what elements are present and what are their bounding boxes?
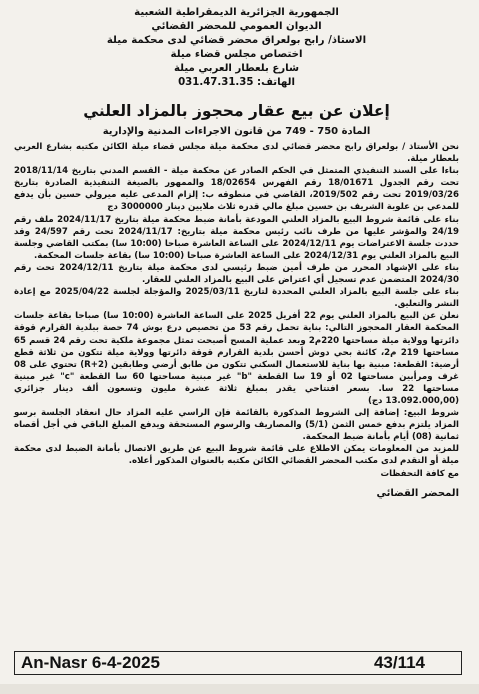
paragraph-conditions: بناء على قائمة شروط البيع بالمزاد العلني المودعة بأمانة ضبط محكمة ميلة بتاريخ 2024/11/17 ملف رقم 24/19 والمؤشر عليها من طرف نائب رئيس محكمة ميلة بتاريخ: 2024/11/17 تحت رقم 24/597 وقد حددت جلسة الاعتراضات يوم 2024/12/11 على الساعة العاشرة صباحا (10:00 سا) بمكتب القاضي وجلسة البيع بالمزاد العلني يوم 2024/12/31 على الساعة العاشرة صباحا (10:00 سا) بقاعة جلسات المحكمة. <box>14 214 459 261</box>
paragraph-judgment: بناءا على السند التنفيذي المتمثل في الحكم الصادر عن محكمة ميلة - القسم المدني بتاريخ 2018/11/14 تحت رقم الجدول 18/01671 رقم الفهرس 18/02654 والممهور بالصيغة التنفيذية الصادرة بتاريخ 2019/03/26 تحت رقم 2019/502، القاضي في منطوقه ب: إلزام المدعى عليه ميرولي حسين بأن يدفع للمدعي بن علوية الشريف بن حسين مبلغ مالي قدره ثلاث ملايين دينار 3000000 دج <box>14 166 460 213</box>
bottom-edge <box>0 684 479 694</box>
paragraph-certificate: بناء على الإشهاد المحرر من طرف أمين ضبط رئيسي لدى محكمة ميلة بتاريخ 2024/12/11 تحت رقم 2024/30 المتضمن عدم تسجيل أي اعتراض على البيع بالمزاد العلني للعقار. <box>14 262 459 286</box>
page-number: 43/114 <box>373 653 425 672</box>
announcement-body <box>14 141 459 480</box>
header-line-office: الديوان العمومي للمحضر القضائي <box>151 21 322 32</box>
signature: المحضر القضائي <box>376 487 459 499</box>
office-header <box>14 6 459 90</box>
paragraph-postponement: بناء على جلسة البيع بالمزاد العلني المحددة لتاريخ 2025/03/11 والمؤجلة لجلسة 2025/04/22 مع إعادة النشر والتعليق. <box>14 287 460 310</box>
header-line-bailiff: الاستاذ/ رابح بولعراق محضر قضائي لدى محكمة ميلة <box>106 35 367 46</box>
paragraph-sale-terms: شروط البيع: إضافة إلى الشروط المذكورة بالقائمة فإن الراسي عليه المزاد حال انعقاد الجلسة برسو المزاد يلتزم بدفع خمس الثمن (5/1) والمصاريف والرسوم المستحقة ويدفع المبلغ الباقي في أجل أقصاه ثمانية (08) أيام بأمانة ضبط المحكمة. <box>14 408 459 443</box>
paragraph-property: نعلن عن البيع بالمزاد العلني يوم 22 أفريل 2025 على الساعة العاشرة (10:00 سا) صباحا بقاعة جلسات المحكمة العقار المحجوز التالي: بناية تحمل رقم 53 من تحصيص درع بوش 74 حصة ببلدية القرارم قوقة دائرتها وولاية ميلة مساحتها 220م2 وبعد عملية المسح أصبحت تمثل مجموعة ملكية تحت رقم 24 قسم 65 مساحتها 219 م2، كائنة بحي دوش أحسن بلدية القرارم قوقة دائرتها وولاية ميلة تتكون من ثلاثة قطع أرضية: القطعة: مبنية بها بناية للاستعمال السكني تتكون من طابق أرضي وطابقين (R+2) تحتوي على 08 غرف ومرأبين مساحتها 02 أو 19 سا القطعة "b" غير مبنية مساحتها 60 سا القطعة "c" غير مبنية مساحتها 22 سا. بسعر افتتاحي يقدر بمبلغ ثلاثة عشرة مليون وتسعون ألف دينار جزائري (13.092.000,00 دج) <box>14 311 460 406</box>
paragraph-reservations: مع كافة التحفظات <box>380 468 459 479</box>
newspaper-footer <box>14 651 462 675</box>
paragraph-information: للمزيد من المعلومات يمكن الاطلاع على قائمة شروط البيع عن طريق الاتصال بأمانة الضبط لدى محكمة ميلة أو التقدم لدى مكتب المحضر القضائي الكائن مكتبه بالعنوان المذكور أعلاه. <box>14 444 459 467</box>
header-line-address: شارع بلعطار العربي ميلة <box>174 63 299 74</box>
header-line-phone: الهاتف: 031.47.31.35 <box>178 77 295 88</box>
issue-label: An-Nasr 6-4-2025 <box>21 653 160 672</box>
header-line-republic: الجمهورية الجزائرية الديمقراطية الشعبية <box>134 7 339 18</box>
announcement-subtitle: المادة 750 - 749 من قانون الاجراءات المدنية والإدارية <box>102 126 371 137</box>
announcement-title: إعلان عن بيع عقار محجوز بالمزاد العلني <box>83 102 390 120</box>
header-line-jurisdiction: اختصاص مجلس قضاء ميلة <box>170 49 303 60</box>
paragraph-bailiff: نحن الأستاذ / بولعراق رابح محضر قضائي لدى محكمة ميلة مجلس قضاء ميلة الكائن مكتبه بشارع العربي بلعطار ميلة. <box>14 142 459 165</box>
